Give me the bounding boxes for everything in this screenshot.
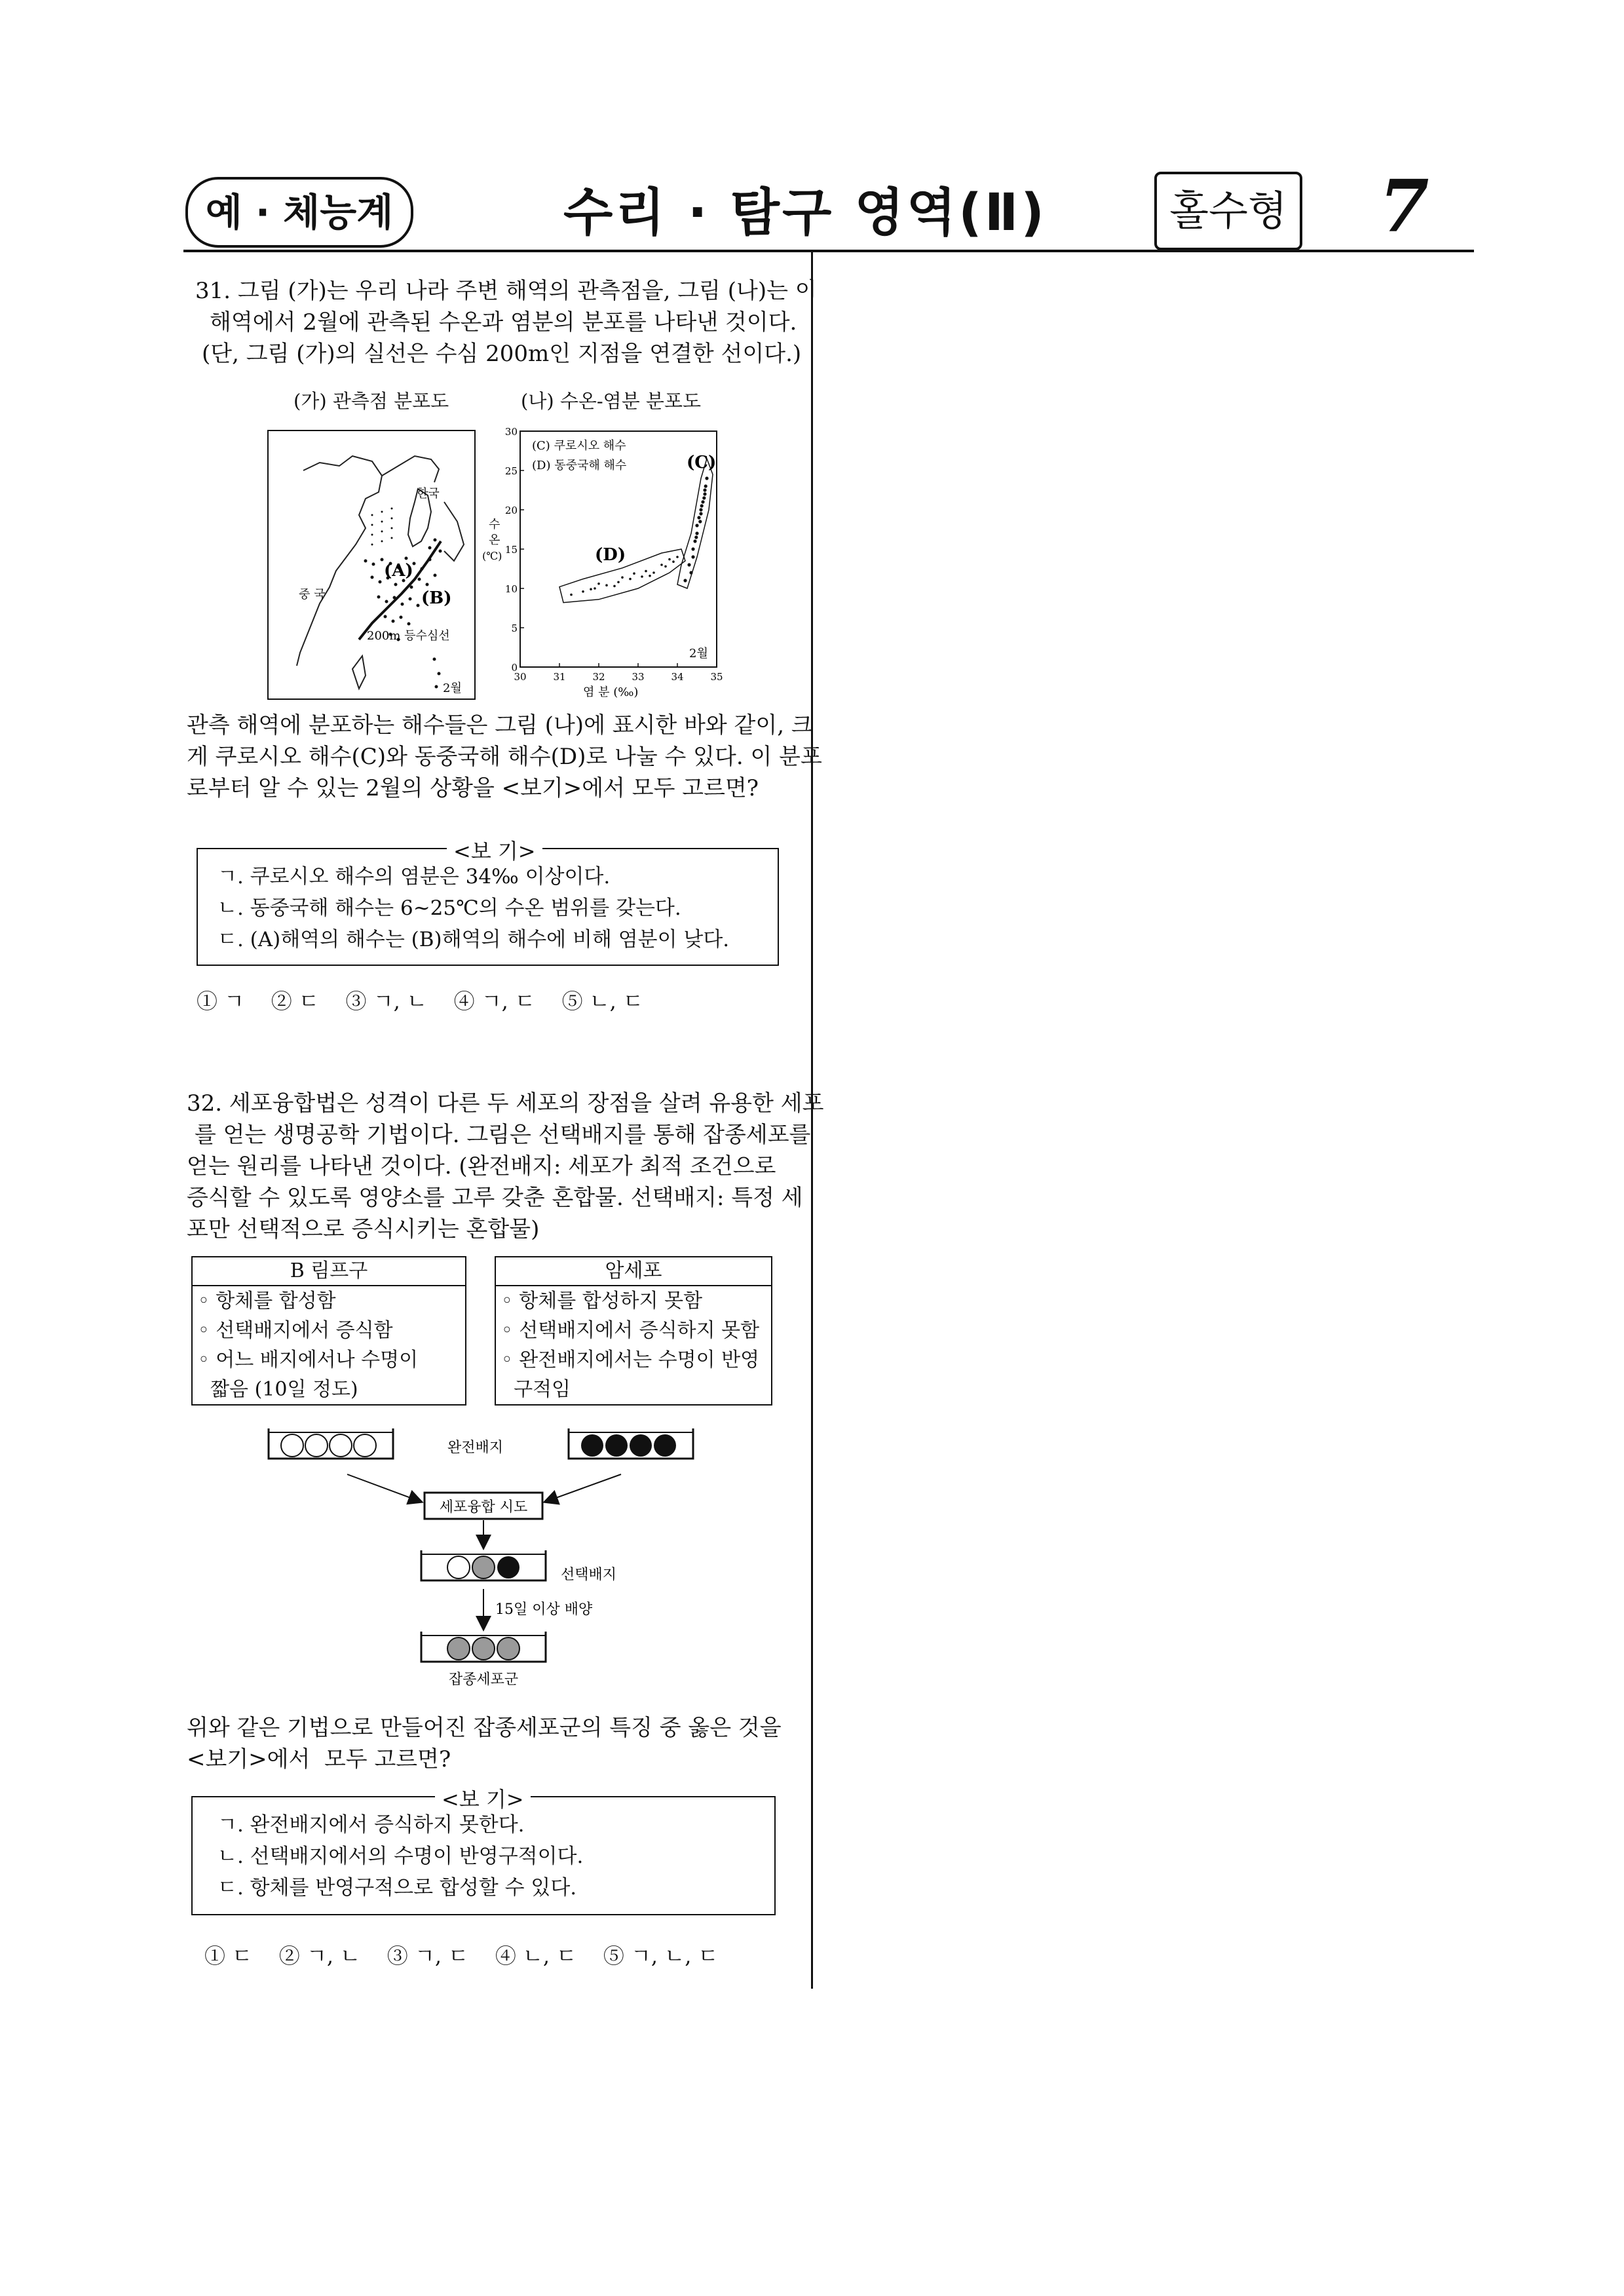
cancer-cell-dish: [569, 1428, 693, 1459]
east-china-sea-point: [633, 572, 635, 575]
map-label-month: 2월: [443, 681, 462, 695]
kuroshio-point: [700, 504, 704, 507]
x-tick-label: 32: [592, 671, 605, 683]
y-tick-label: 30: [504, 426, 518, 438]
y-axis-label-3: (℃): [482, 550, 502, 562]
east-china-sea-point: [676, 556, 679, 558]
q32-bogi-label: <보 기>: [435, 1783, 531, 1813]
chart-label-d: (D): [595, 545, 626, 565]
kuroshio-point: [691, 555, 694, 558]
selective-medium-dish: [421, 1550, 546, 1580]
b-lymphocyte-title: B 림프구: [193, 1257, 465, 1286]
kuroshio-point: [703, 488, 706, 491]
section-badge: 예 · 체능계: [185, 177, 413, 248]
east-china-sea-point: [597, 583, 600, 585]
east-china-sea-point: [645, 570, 647, 573]
cancer-cell-trait: ◦ 항체를 합성하지 못함: [501, 1290, 703, 1312]
map-label-china: 중 국: [299, 588, 326, 602]
kuroshio-point: [697, 516, 700, 519]
east-china-sea-point: [570, 594, 573, 596]
x-tick-label: 31: [553, 671, 566, 683]
kuroshio-point: [695, 531, 698, 535]
cancer-cell-trait: ◦ 완전배지에서는 수명이 반영: [501, 1349, 760, 1371]
q31-stem-line: (단, 그림 (가)의 실선은 수심 200m인 지점을 연결한 선이다.): [202, 341, 802, 367]
arrow-right: [545, 1474, 621, 1502]
kuroshio-point: [704, 484, 708, 488]
q31-after: [187, 710, 822, 804]
x-tick-label: 33: [632, 671, 645, 683]
kuroshio-point: [701, 500, 704, 503]
hybrid-cell-label: 잡종세포군: [448, 1672, 519, 1688]
selective-medium-label: 선택배지: [561, 1567, 617, 1583]
q32-after-line: <보기>에서 모두 고르면?: [187, 1746, 451, 1772]
b-lymphocyte-trait: ◦ 항체를 합성함: [198, 1290, 336, 1312]
q32-after: [187, 1712, 782, 1775]
page-title: 수리 · 탐구 영역(Ⅱ): [563, 183, 1047, 242]
q31-bogi-label: <보 기>: [447, 835, 542, 865]
q32-answer-choices[interactable]: ① ㄷ ② ㄱ, ㄴ ③ ㄱ, ㄷ ④ ㄴ, ㄷ ⑤ ㄱ, ㄴ, ㄷ: [204, 1943, 719, 1968]
y-axis-ticks: [505, 426, 524, 674]
east-china-sea-point: [605, 584, 608, 586]
kuroshio-point: [703, 492, 706, 495]
culture-label: 15일 이상 배양: [495, 1601, 593, 1618]
kuroshio-point: [689, 571, 692, 574]
q32-bogi-item: ㄱ. 완전배지에서 증식하지 못한다.: [217, 1813, 525, 1837]
kuroshio-point: [691, 547, 694, 550]
q32-bogi-item: ㄴ. 선택배지에서의 수명이 반영구적이다.: [217, 1845, 584, 1868]
q32-stem: [187, 1088, 823, 1245]
kuroshio-point: [705, 476, 708, 480]
header-rule: [183, 250, 1474, 252]
east-china-sea-point: [617, 581, 620, 584]
q32-stem-line: 포만 선택적으로 증식시키는 혼합물): [187, 1216, 540, 1242]
y-tick-label: 0: [511, 662, 518, 674]
cancer-cell-title: 암세포: [496, 1257, 771, 1286]
kuroshio-point: [699, 508, 702, 511]
q31-bogi-box: [197, 839, 779, 966]
fig-b-caption: (나) 수온-염분 분포도: [521, 390, 701, 412]
kuroshio-point: [683, 579, 687, 582]
kuroshio-point: [698, 520, 702, 523]
y-tick-label: 20: [504, 505, 518, 516]
q32-stem-line: 증식할 수 있도록 영양소를 고루 갖춘 혼합물. 선택배지: 특정 세: [187, 1185, 803, 1211]
q31-after-line: 로부터 알 수 있는 2월의 상황을 <보기>에서 모두 고르면?: [187, 775, 759, 801]
east-china-sea-point: [660, 564, 663, 566]
q31-bogi-item: ㄷ. (A)해역의 해수는 (B)해역의 해수에 비해 염분이 낮다.: [217, 928, 730, 951]
q32-stem-line: 32. 세포융합법은 성격이 다른 두 세포의 장점을 살려 유용한 세포: [187, 1090, 824, 1117]
y-tick-label: 15: [504, 544, 518, 556]
east-china-sea-point: [668, 558, 671, 561]
q31-after-line: 관측 해역에 분포하는 해수들은 그림 (나)에 표시한 바와 같이, 크: [187, 712, 813, 738]
q32-stem-line: 를 얻는 생명공학 기법이다. 그림은 선택배지를 통해 잡종세포를: [195, 1122, 811, 1148]
map-label-isobath: 200m 등수심선: [367, 629, 450, 643]
chart-month: 2월: [689, 647, 708, 660]
map-label-b: (B): [421, 588, 452, 608]
q31-after-line: 게 쿠로시오 해수(C)와 동중국해 해수(D)로 나눌 수 있다. 이 분포: [187, 744, 822, 770]
b-lymphocyte-trait: ◦ 선택배지에서 증식함: [198, 1319, 393, 1342]
x-tick-label: 30: [514, 671, 527, 683]
map-label-korea: 한국: [417, 487, 440, 501]
kuroshio-point: [694, 535, 698, 539]
east-china-sea-point: [621, 576, 624, 579]
b-lymphocyte-box: [191, 1256, 466, 1406]
hybrid-cell-dish: [421, 1632, 546, 1662]
ts-diagram: [478, 425, 727, 700]
kuroshio-point: [687, 563, 690, 566]
q31-bogi-item: ㄱ. 쿠로시오 해수의 염분은 34‰ 이상이다.: [217, 865, 611, 889]
east-china-sea-point: [664, 565, 667, 568]
data-points: [570, 476, 708, 596]
observation-map: [267, 430, 476, 700]
kuroshio-point: [702, 496, 706, 499]
b-lymphocyte-dish: [269, 1428, 393, 1459]
legend-d: (D) 동중국해 해수: [532, 459, 627, 472]
fig-a-caption: (가) 관측점 분포도: [293, 390, 449, 412]
q31-bogi-item: ㄴ. 동중국해 해수는 6~25℃의 수온 범위를 갖는다.: [217, 896, 681, 920]
fusion-label: 세포융합 시도: [439, 1499, 528, 1516]
east-china-sea-point: [652, 571, 655, 574]
y-axis-label-1: 수: [489, 518, 500, 531]
arrow-left: [347, 1474, 421, 1502]
complete-medium-label: 완전배지: [447, 1440, 504, 1456]
q32-bogi-item: ㄷ. 항체를 반영구적으로 합성할 수 있다.: [217, 1876, 577, 1900]
q31-stem: [195, 275, 817, 370]
y-tick-label: 5: [511, 622, 518, 634]
q32-after-line: 위와 같은 기법으로 만들어진 잡종세포군의 특징 중 옳은 것을: [187, 1715, 782, 1741]
q31-answer-choices[interactable]: ① ㄱ ② ㄷ ③ ㄱ, ㄴ ④ ㄱ, ㄷ ⑤ ㄴ, ㄷ: [197, 989, 643, 1014]
q31-stem-line: 31. 그림 (가)는 우리 나라 주변 해역의 관측점을, 그림 (나)는 이: [195, 278, 817, 304]
east-china-sea-point: [672, 560, 675, 563]
b-lymphocyte-trait: 짧음 (10일 정도): [198, 1378, 358, 1401]
x-axis-label: 염 분 (‰): [583, 685, 639, 699]
legend-c: (C) 쿠로시오 해수: [532, 439, 626, 453]
map-label-a: (A): [384, 561, 413, 581]
kuroshio-point: [699, 512, 702, 515]
y-axis-label-2: 온: [489, 533, 500, 547]
chart-label-c: (C): [687, 453, 717, 472]
x-axis-ticks: [514, 663, 723, 683]
kuroshio-point: [693, 539, 696, 543]
east-china-sea-point: [613, 585, 616, 588]
east-china-sea-point: [594, 587, 596, 590]
cancer-cell-box: [495, 1256, 772, 1406]
east-china-sea-point: [582, 590, 584, 593]
cancer-cell-trait: 구적임: [501, 1378, 571, 1401]
q32-bogi-box: [191, 1787, 776, 1915]
page-number: 7: [1379, 164, 1429, 248]
exam-type-badge: 홀수형: [1154, 172, 1302, 250]
east-china-sea-point: [641, 575, 643, 578]
q32-stem-line: 얻는 원리를 나타낸 것이다. (완전배지: 세포가 최적 조건으로: [187, 1153, 776, 1179]
y-tick-label: 25: [504, 465, 518, 477]
y-tick-label: 10: [504, 583, 518, 595]
east-china-sea-point: [590, 588, 592, 590]
cancer-cell-trait: ◦ 선택배지에서 증식하지 못함: [501, 1319, 760, 1342]
east-china-sea-point: [649, 575, 651, 577]
x-tick-label: 35: [710, 671, 723, 683]
east-china-sea-point: [629, 578, 632, 581]
b-lymphocyte-trait: ◦ 어느 배지에서나 수명이: [198, 1349, 419, 1371]
kuroshio-point: [695, 524, 698, 527]
q31-stem-line: 해역에서 2월에 관측된 수온과 염분의 분포를 나타낸 것이다.: [210, 309, 797, 335]
x-tick-label: 34: [671, 671, 684, 683]
cell-fusion-diagram: [262, 1422, 721, 1710]
